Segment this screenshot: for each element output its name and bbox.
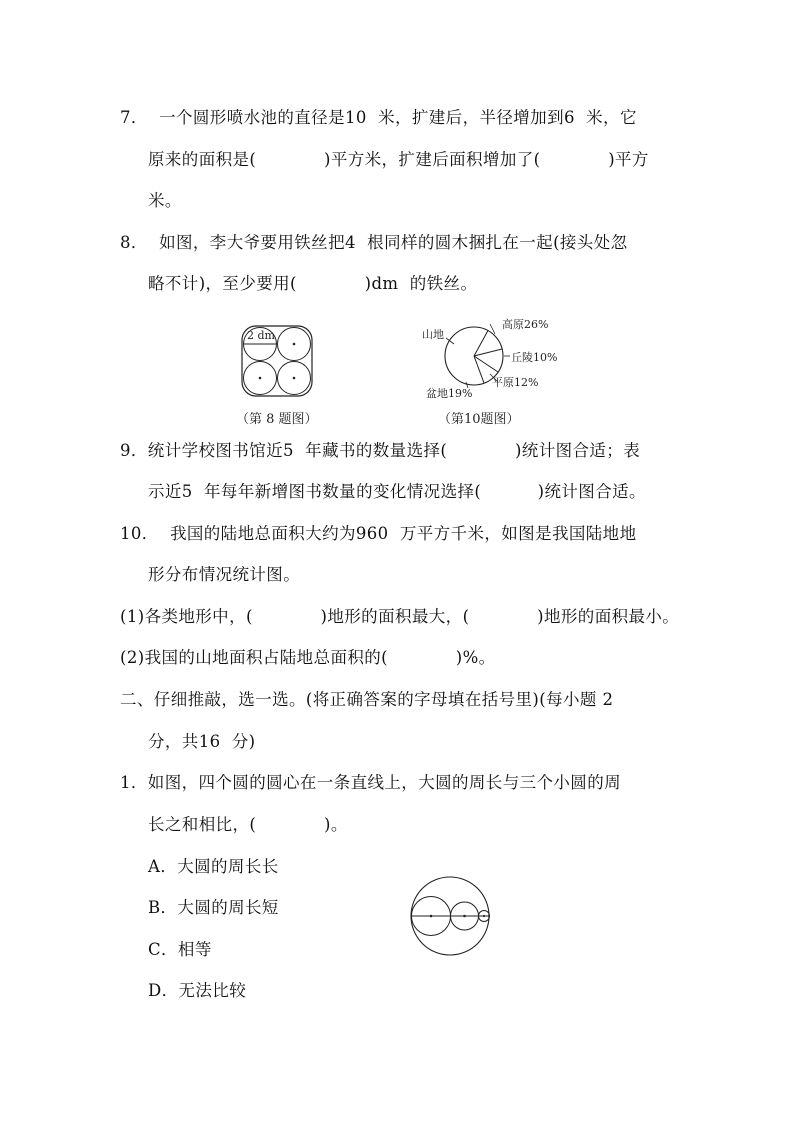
- q7-line-2: 原来的面积是( )平方米，扩建后面积增加了( )平方: [148, 150, 649, 169]
- fig10-label-basin: 盆地19%: [426, 387, 473, 400]
- q8-line-1: 8． 如图，李大爷要用铁丝把4 根同样的圆木捆扎在一起(接头处忽: [120, 233, 628, 252]
- fig10-label-plateau: 高原26%: [502, 318, 549, 331]
- s2q1-line-1: 1．如图，四个圆的圆心在一条直线上，大圆的周长与三个小圆的周: [120, 773, 621, 792]
- s2q1-option-c: C．相等: [148, 940, 212, 959]
- s2q1-line-2: 长之和相比，( )。: [148, 815, 348, 834]
- s2q1-circles-figure: [406, 876, 496, 958]
- s2q1-option-b: B．大圆的周长短: [148, 898, 279, 917]
- section2-heading-line-1: 二、仔细推敲，选一选。(将正确答案的字母填在括号里)(每小题 2: [120, 690, 614, 709]
- fig10-label-hills: 丘陵10%: [511, 351, 558, 364]
- s2q1-option-d: D．无法比较: [148, 981, 247, 1000]
- fig10-label-mountain: 山地: [422, 328, 444, 341]
- q9-line-2: 示近5 年每年新增图书数量的变化情况选择( )统计图合适。: [148, 482, 646, 501]
- q10-sub-1: (1)各类地形中，( )地形的面积最大，( )地形的面积最小。: [120, 607, 680, 626]
- fig10-caption: （第10题图）: [438, 412, 520, 427]
- fig10-label-plain: 平原12%: [492, 376, 539, 389]
- s2q1-option-a: A．大圆的周长长: [148, 857, 279, 876]
- q10-line-1: 10． 我国的陆地总面积大约为960 万平方千米，如图是我国陆地地: [120, 524, 637, 543]
- q9-line-1: 9．统计学校图书馆近5 年藏书的数量选择( )统计图合适；表: [120, 441, 641, 460]
- section2-heading-line-2: 分，共16 分): [148, 732, 256, 751]
- q10-sub-2: (2)我国的山地面积占陆地总面积的( )%。: [120, 648, 496, 667]
- q7-line-1: 7． 一个圆形喷水池的直径是10 米，扩建后，半径增加到6 米，它: [120, 108, 637, 127]
- fig10-pie-chart: [418, 316, 578, 406]
- q8-line-2: 略不计)，至少要用( )dm 的铁丝。: [148, 274, 478, 293]
- fig8-caption: （第 8 题图）: [236, 412, 318, 427]
- q7-line-3: 米。: [148, 191, 182, 210]
- fig8-label: 2 dm: [247, 329, 275, 342]
- fig8-bundled-logs-figure: [238, 322, 318, 400]
- q10-line-2: 形分布情况统计图。: [148, 565, 301, 584]
